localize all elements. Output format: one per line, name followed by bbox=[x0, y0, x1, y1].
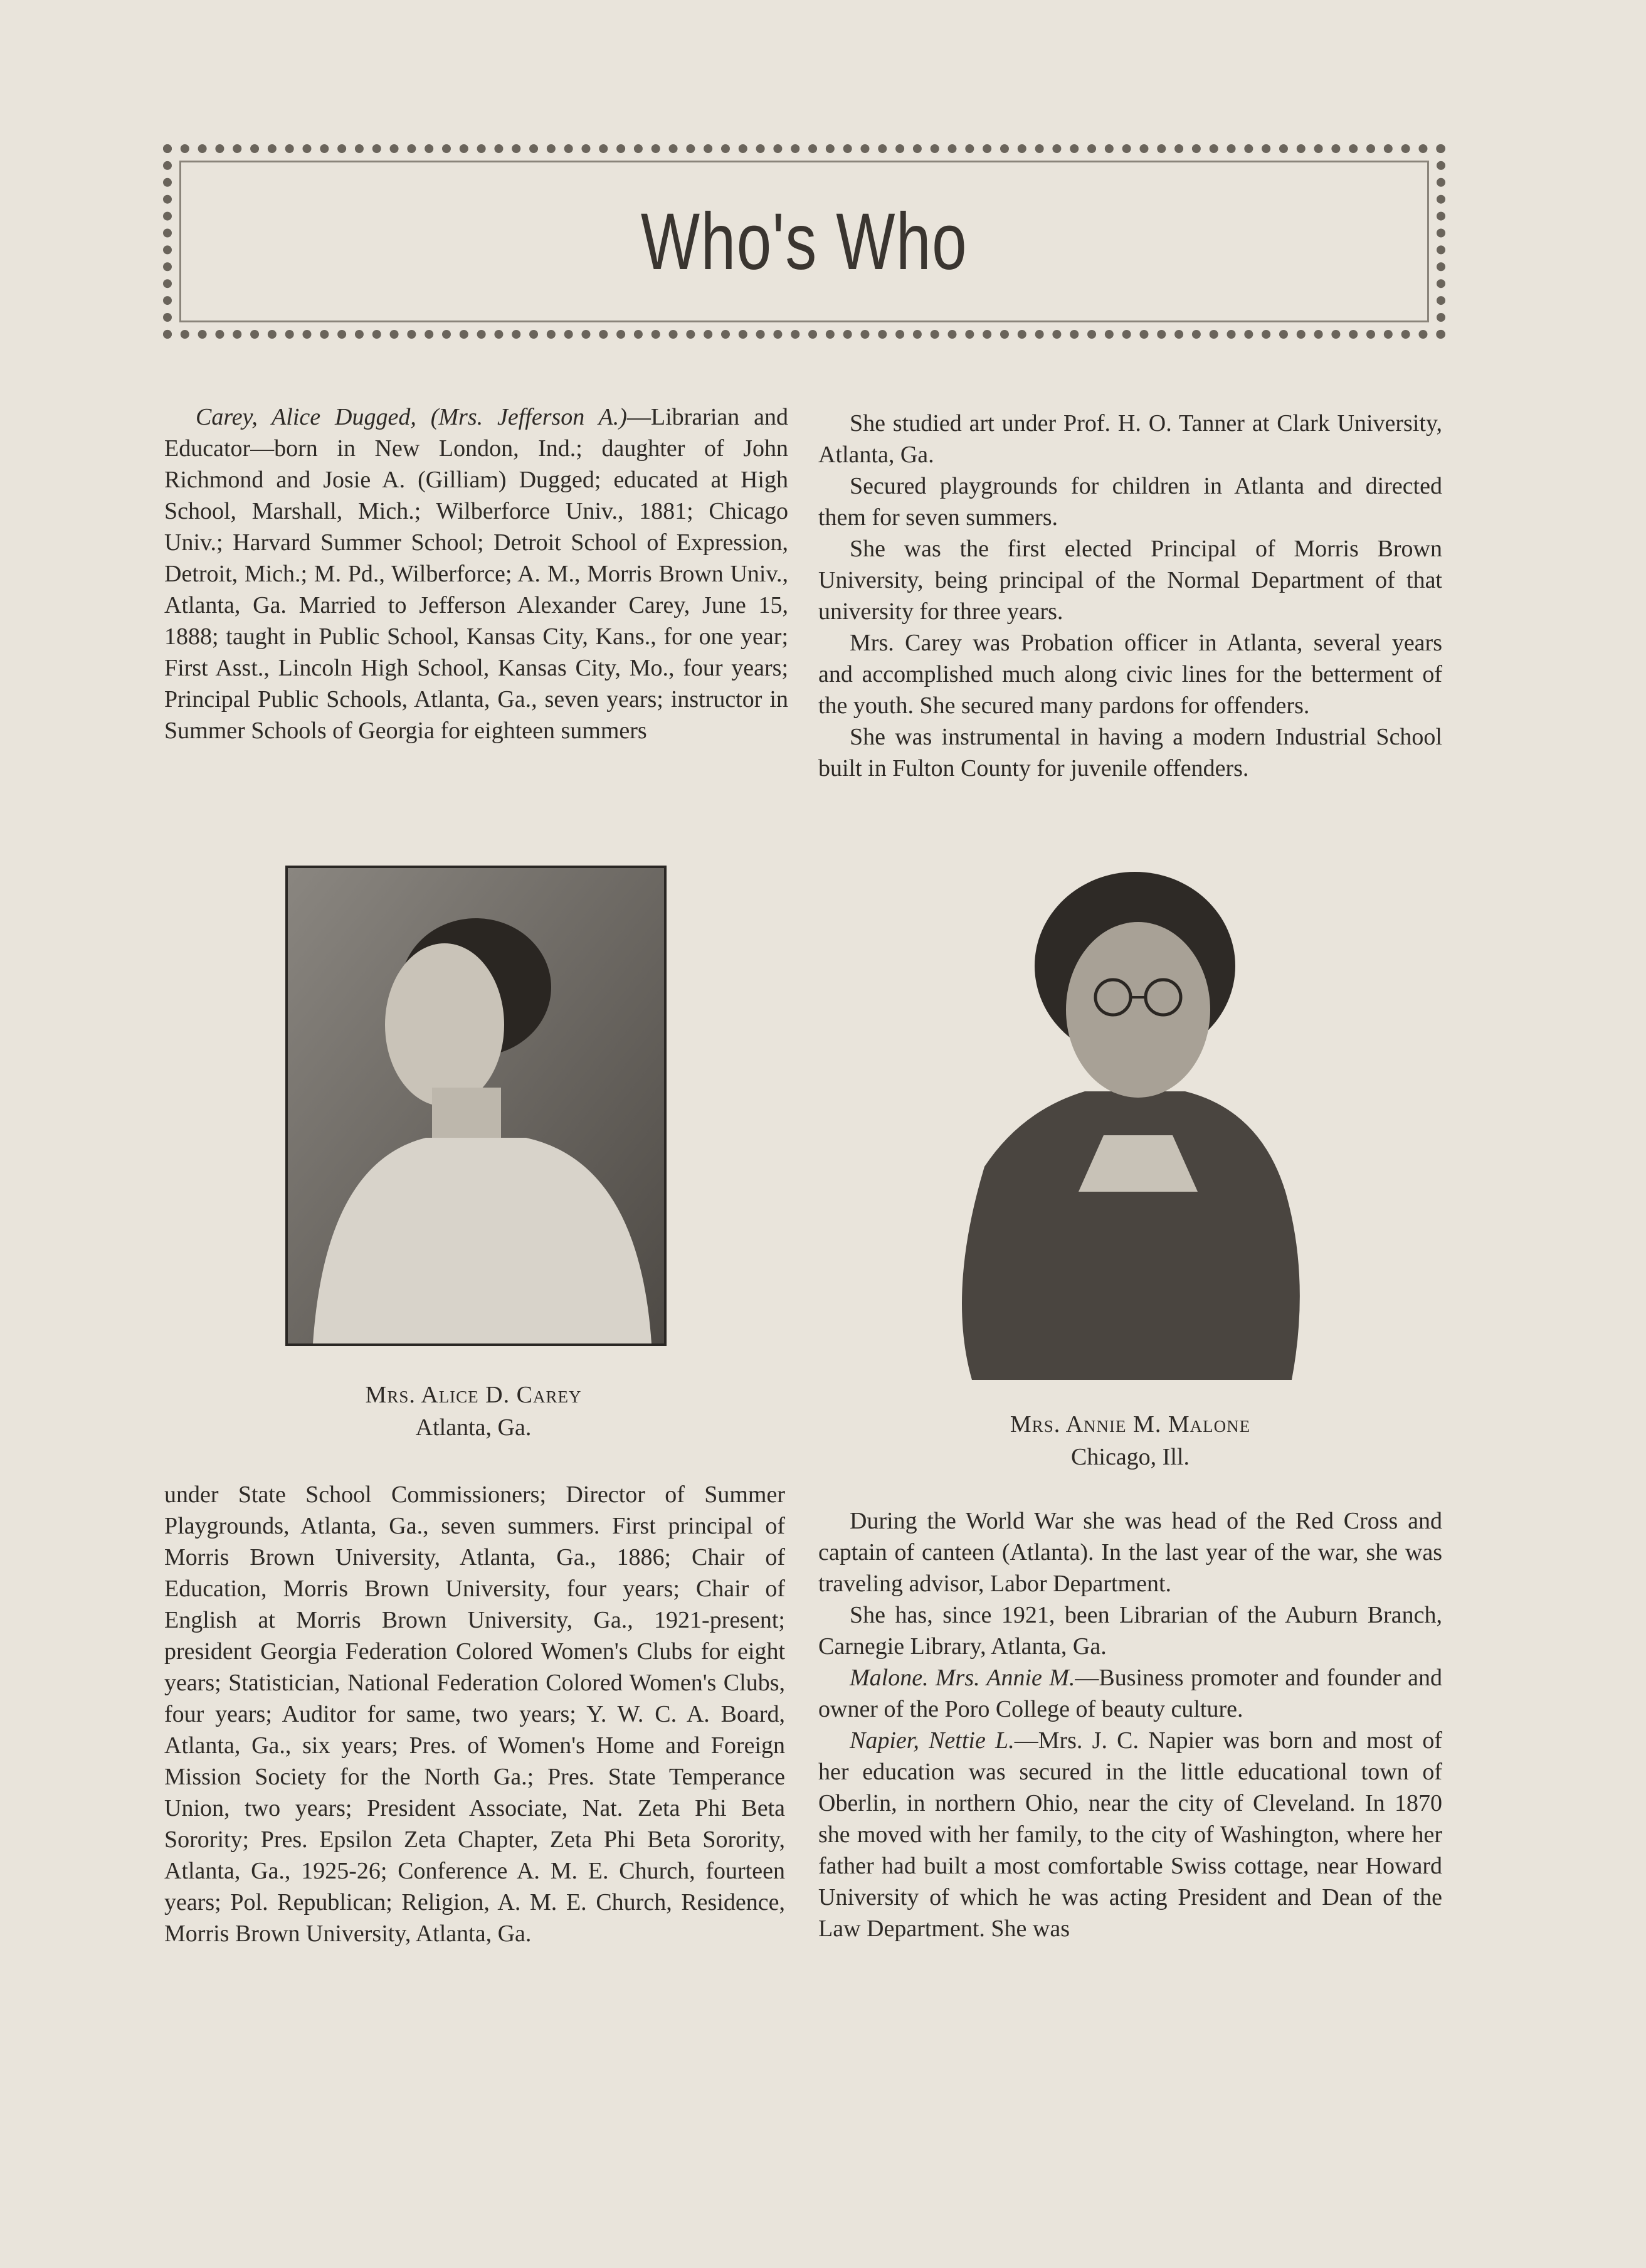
caption-right-place: Chicago, Ill. bbox=[1071, 1444, 1190, 1470]
malone-entry bbox=[818, 1662, 1442, 1725]
caption-right-name: Mrs. Annie M. Malone bbox=[1010, 1411, 1251, 1438]
carey-spouse: (Mrs. Jefferson A.) bbox=[430, 404, 627, 430]
napier-entry bbox=[818, 1725, 1442, 1944]
left-column-top bbox=[164, 401, 788, 746]
right-column-top bbox=[818, 408, 1442, 784]
carey-entry-continued: under State School Commissioners; Director of Summer Playgrounds, Atlanta, Ga., seven summers. First principal of Morris Brown University, Atlanta, Ga., 1886; Chair of Education, Morris Brown University, four years; Chair of English at Morris Brown University, Ga., 1921-present; president Georgia Federation Colored Women's Clubs for eight years; Statistician, National Federation Colored Women's Clubs, four years; Auditor for same, two years; Y. W. C. A. Board, Atlanta, Ga., six years; Pres. of Women's Home and Foreign Mission Society for the North Ga.; Pres. State Temperance Union, two years; President Associate, Nat. Zeta Phi Beta Sorority; Pres. Epsilon Zeta Chapter, Zeta Phi Beta Sorority, Atlanta, Ga., 1925-26; Conference A. M. E. Church, fourteen years; Pol. Republican; Religion, A. M. E. Church, Residence, Morris Brown University, Atlanta, Ga. bbox=[164, 1481, 785, 1947]
malone-entry-text: —Business promoter and founder and owner of the Poro College of beauty culture. bbox=[818, 1665, 1442, 1722]
right-paragraph-1: She studied art under Prof. H. O. Tanner at Clark University, Atlanta, Ga. bbox=[818, 410, 1442, 468]
carey-name: Carey, Alice Dugged, bbox=[196, 404, 416, 430]
world-war-paragraph: During the World War she was head of the Red Cross and captain of canteen (Atlanta). In the last year of the war, she was traveling advisor, Labor Department. bbox=[818, 1508, 1442, 1597]
napier-name: Napier, Nettie L. bbox=[850, 1727, 1015, 1754]
caption-right bbox=[922, 1408, 1339, 1473]
napier-entry-text: —Mrs. J. C. Napier was born and most of her education was secured in the little educational town of Oberlin, in northern Ohio, near the city of Cleveland. In 1870 she moved with her family, to the city of Washington, where her father had built a most comfortable Swiss cottage, near Howard University of which he was acting President and Dean of the Law Department. She was bbox=[818, 1727, 1442, 1942]
photo-annie-malone bbox=[934, 840, 1326, 1389]
right-paragraph-2: Secured playgrounds for children in Atlanta and directed them for seven summers. bbox=[818, 473, 1442, 531]
librarian-paragraph: She has, since 1921, been Librarian of the Auburn Branch, Carnegie Library, Atlanta, Ga. bbox=[818, 1602, 1442, 1660]
carey-entry-start bbox=[164, 401, 788, 746]
caption-left bbox=[285, 1379, 662, 1444]
right-paragraph-5: She was instrumental in having a modern Industrial School built in Fulton County for juvenile offenders. bbox=[818, 724, 1442, 782]
right-column-bottom bbox=[818, 1505, 1442, 1944]
caption-left-name: Mrs. Alice D. Carey bbox=[365, 1382, 582, 1408]
malone-name: Malone. Mrs. Annie M. bbox=[850, 1665, 1075, 1691]
right-paragraph-3: She was the first elected Principal of Morris Brown University, being principal of the Normal Department of that university for three years. bbox=[818, 536, 1442, 625]
page-title: Who's Who bbox=[640, 196, 968, 287]
right-paragraph-4: Mrs. Carey was Probation officer in Atlanta, several years and accomplished much along civic lines for the betterment of the youth. She secured many pardons for offenders. bbox=[818, 630, 1442, 719]
carey-entry-text: —Librarian and Educator—born in New London, Ind.; daughter of John Richmond and Josie A. (Gilliam) Dugged; educated at High School, Marshall, Mich.; Wilberforce Univ., 1881; Chicago Univ.; Harvard Summer School; Detroit School of Expression, Detroit, Mich.; M. Pd., Wilberforce; A. M., Morris Brown Univ., Atlanta, Ga. Married to Jefferson Alexander Carey, June 15, 1888; taught in Public School, Kansas City, Kans., for one year; First Asst., Lincoln High School, Kansas City, Mo., four years; Principal Public Schools, Atlanta, Ga., seven years; instructor in Summer Schools of Georgia for eighteen summers bbox=[164, 404, 789, 744]
portrait-image bbox=[288, 868, 664, 1343]
photo-alice-carey bbox=[285, 866, 667, 1346]
vignette-portrait-image bbox=[934, 840, 1326, 1389]
left-column-bottom bbox=[164, 1479, 785, 1949]
caption-left-place: Atlanta, Ga. bbox=[415, 1414, 532, 1441]
